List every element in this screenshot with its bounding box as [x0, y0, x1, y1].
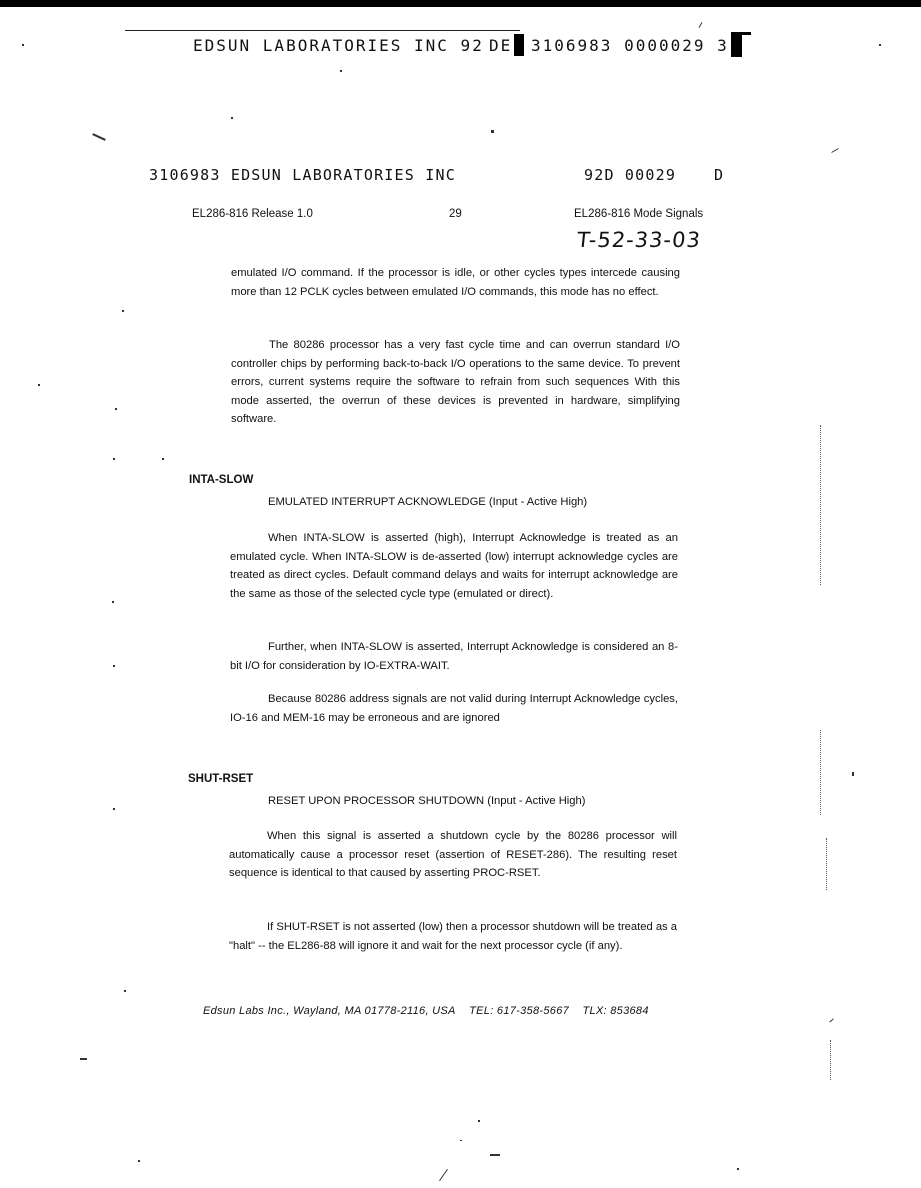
footer-address: Edsun Labs Inc., Wayland, MA 01778-2116, USA: [203, 1005, 456, 1017]
company-line: 3106983 EDSUN LABORATORIES INC: [149, 166, 456, 184]
scan-dotted-line: [820, 425, 822, 585]
shut-rset-paragraph-2: If SHUT-RSET is not asserted (low) then a processor shutdown will be treated as a "halt" -- the EL286-88 will ignore it and wait for the next processor cycle (if any).: [229, 921, 677, 952]
scan-speck: [162, 458, 164, 460]
scan-thin-rule: [125, 30, 520, 31]
scan-marker-bar-right: [731, 32, 742, 57]
scan-stamp-company: EDSUN LABORATORIES INC 92: [193, 36, 484, 55]
scan-speck: [22, 44, 24, 46]
inta-slow-paragraph-2: Further, when INTA-SLOW is asserted, Interrupt Acknowledge is considered an 8-bit I/O for consideration by IO-EXTRA-WAIT.: [230, 641, 678, 672]
scan-marker-bar-cap: [742, 32, 751, 35]
scan-speck: [490, 1154, 500, 1156]
section-running-title: EL286-816 Mode Signals: [574, 208, 704, 220]
footer-tel: TEL: 617-358-5667: [469, 1005, 570, 1017]
scan-speck: [115, 408, 117, 410]
scan-speck: [231, 117, 233, 119]
scan-top-border: [0, 0, 921, 7]
scan-speck: [699, 22, 703, 28]
scan-speck: [491, 130, 494, 133]
scan-speck: [879, 44, 881, 46]
section-label-shut-rset: SHUT-RSET: [188, 773, 254, 785]
scan-speck: [737, 1168, 739, 1170]
scan-speck: [112, 601, 114, 603]
intro-paragraph-1: emulated I/O command. If the processor is idle, or other cycles types intercede causing more than 12 PCLK cycles between emulated I/O commands, this mode has no effect.: [231, 267, 680, 298]
section-label-inta-slow: INTA-SLOW: [189, 474, 254, 486]
section-subtitle-shut-rset: RESET UPON PROCESSOR SHUTDOWN (Input - Active High): [268, 795, 586, 807]
scan-speck: [829, 1019, 833, 1023]
inta-slow-paragraph-3: Because 80286 address signals are not valid during Interrupt Acknowledge cycles, IO-16 and MEM-16 may be erroneous and are ignored: [230, 693, 678, 724]
scan-speck: [113, 808, 115, 810]
shut-rset-paragraph-1: When this signal is asserted a shutdown cycle by the 80286 processor will automatically cause a processor reset (assertion of RESET-286). The resulting reset sequence is identical to that caused by asserting PROC-RSET.: [229, 830, 677, 880]
scan-stamp-code: 3106983 0000029 3: [531, 36, 729, 55]
release-label: EL286-816 Release 1.0: [192, 208, 313, 220]
scan-speck: [340, 70, 342, 72]
scan-dotted-line: [820, 730, 822, 815]
scan-speck: [460, 1140, 462, 1141]
inta-slow-paragraph-1: When INTA-SLOW is asserted (high), Interrupt Acknowledge is treated as an emulated cycle. When INTA-SLOW is de-asserted (low) interrupt acknowledge cycles are treated as direct cycles. Default command delays and waits for interrupt acknowledge are the same as those of the selected cycle type (emulated or direct).: [230, 532, 678, 600]
scan-dotted-line: [826, 838, 828, 890]
scan-speck: [92, 133, 106, 141]
intro-paragraph-2: The 80286 processor has a very fast cycle time and can overrun standard I/O controller chips by performing back-to-back I/O operations to the same device. To prevent errors, current systems require the software to refrain from such sequences With this mode asserted, the overrun of these devices is prevented in hardware, simplifying software.: [231, 339, 680, 426]
scan-speck: [80, 1058, 87, 1060]
scan-stamp-de: DE: [489, 36, 513, 55]
scan-speck: [38, 384, 40, 386]
scan-speck: [113, 458, 115, 460]
footer-tlx: TLX: 853684: [582, 1005, 649, 1017]
scan-marker-bar: [514, 34, 524, 56]
scan-speck: [138, 1160, 140, 1162]
scan-speck: [439, 1169, 448, 1181]
footer-contact: [203, 1005, 649, 1017]
scan-speck: [831, 148, 838, 153]
scan-speck: [478, 1120, 480, 1122]
scan-dotted-line: [830, 1040, 832, 1080]
scan-speck: [852, 772, 854, 776]
scan-speck: [124, 990, 126, 992]
section-subtitle-inta-slow: EMULATED INTERRUPT ACKNOWLEDGE (Input - Active High): [268, 496, 588, 508]
handwritten-code: T-52-33-03: [575, 228, 703, 252]
doc-letter: D: [714, 166, 725, 184]
page-number: 29: [449, 208, 462, 220]
scan-speck: [122, 310, 124, 312]
doc-code: 92D 00029: [584, 166, 677, 184]
scan-speck: [113, 665, 115, 667]
